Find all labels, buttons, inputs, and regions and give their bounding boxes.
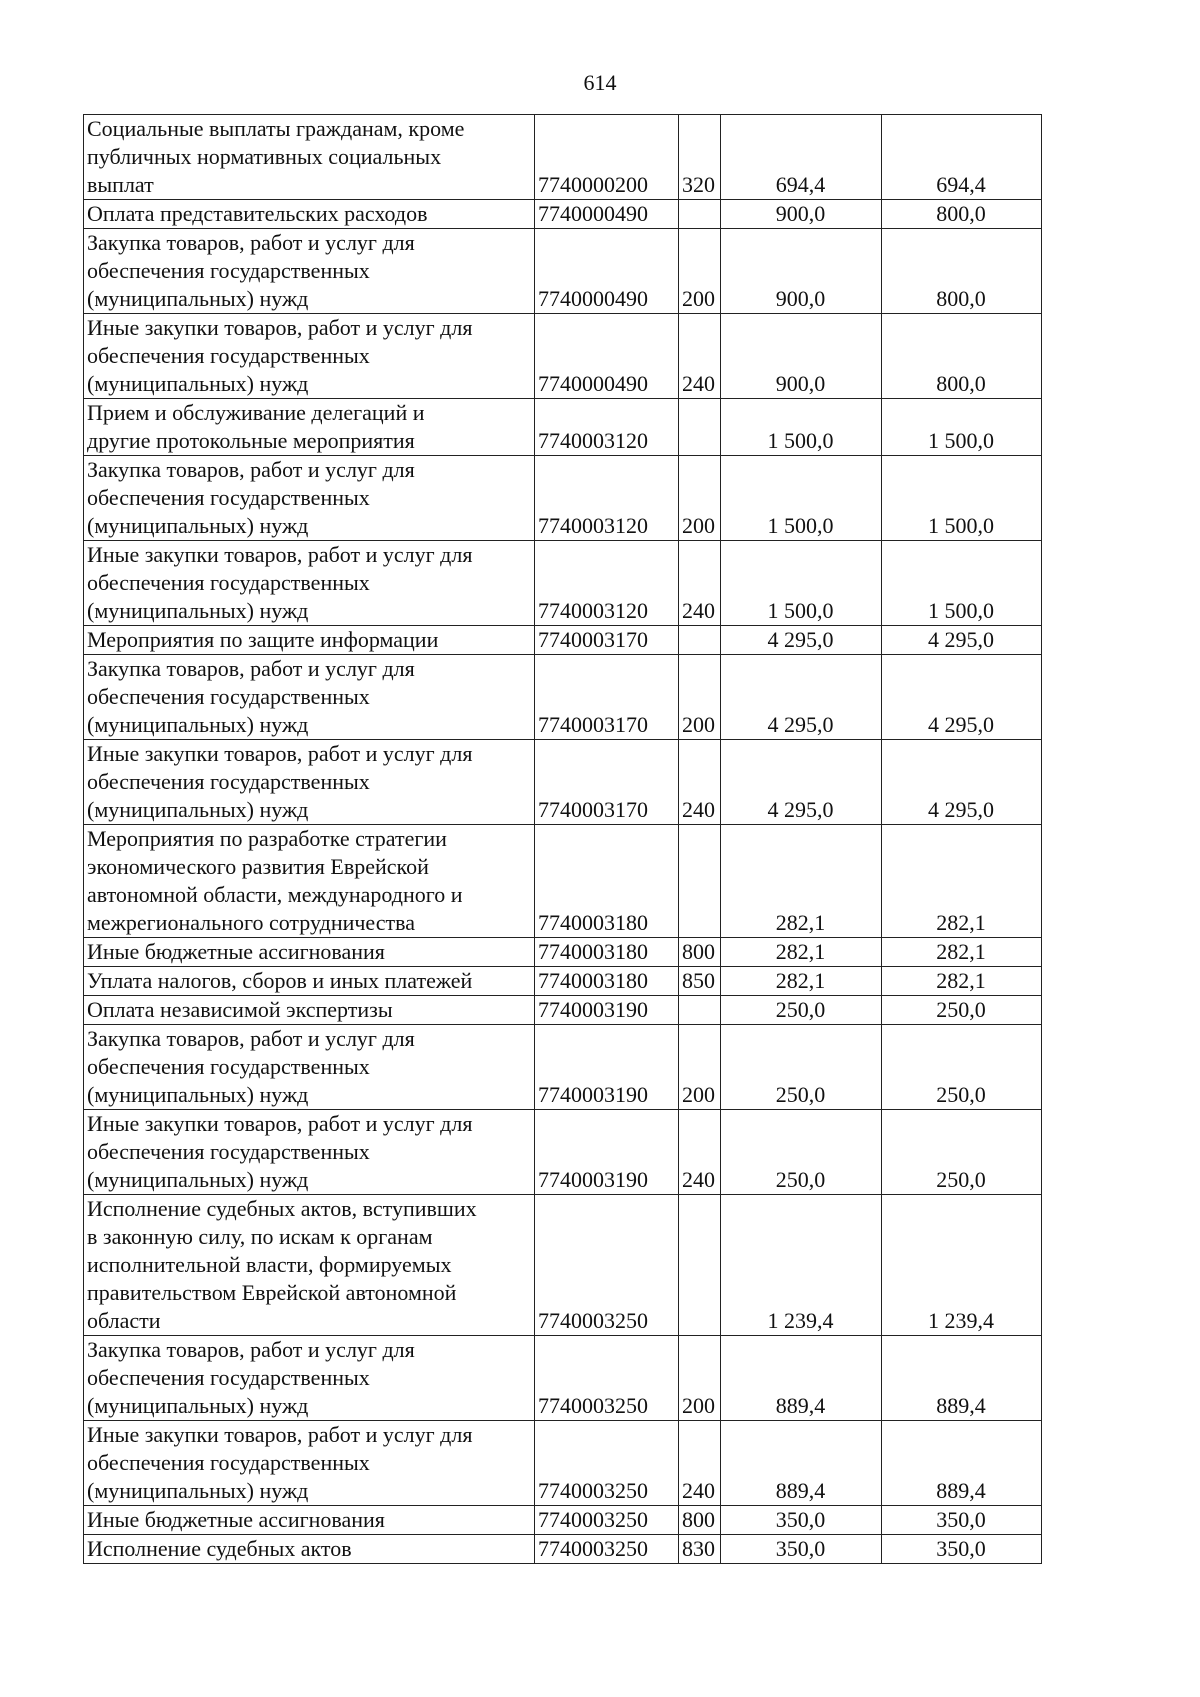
table-row [84, 1506, 1042, 1535]
table-row [84, 541, 1042, 626]
target-article-code-cell: 7740003250 [535, 1195, 679, 1336]
target-article-code-cell: 7740003250 [535, 1535, 679, 1564]
table-row [84, 967, 1042, 996]
amount-year-1-cell: 4 295,0 [721, 626, 882, 655]
expense-type-code-cell: 200 [679, 655, 721, 740]
expense-type-code-cell: 240 [679, 1110, 721, 1195]
table-row [84, 1195, 1042, 1336]
expense-name-cell: Прием и обслуживание делегаций и другие протокольные мероприятия [84, 399, 535, 456]
target-article-code-cell: 7740000200 [535, 115, 679, 200]
target-article-code-cell: 7740003120 [535, 456, 679, 541]
expense-name-cell: Иные закупки товаров, работ и услуг для обеспечения государственных (муниципальных) нужд [84, 541, 535, 626]
expense-name-cell: Оплата представительских расходов [84, 200, 535, 229]
amount-year-2-cell: 889,4 [882, 1336, 1042, 1421]
expense-type-code-cell: 200 [679, 1025, 721, 1110]
amount-year-2-cell: 4 295,0 [882, 740, 1042, 825]
table-row [84, 626, 1042, 655]
expense-name-cell: Иные закупки товаров, работ и услуг для обеспечения государственных (муниципальных) нужд [84, 1421, 535, 1506]
amount-year-2-cell: 1 500,0 [882, 456, 1042, 541]
expense-name-cell: Закупка товаров, работ и услуг для обеспечения государственных (муниципальных) нужд [84, 229, 535, 314]
target-article-code-cell: 7740003250 [535, 1421, 679, 1506]
expense-type-code-cell: 240 [679, 740, 721, 825]
amount-year-1-cell: 1 239,4 [721, 1195, 882, 1336]
amount-year-1-cell: 900,0 [721, 229, 882, 314]
target-article-code-cell: 7740003180 [535, 825, 679, 938]
amount-year-1-cell: 889,4 [721, 1336, 882, 1421]
expense-type-code-cell [679, 399, 721, 456]
amount-year-2-cell: 250,0 [882, 1110, 1042, 1195]
amount-year-1-cell: 4 295,0 [721, 740, 882, 825]
amount-year-2-cell: 350,0 [882, 1535, 1042, 1564]
amount-year-2-cell: 694,4 [882, 115, 1042, 200]
target-article-code-cell: 7740003170 [535, 655, 679, 740]
amount-year-2-cell: 1 239,4 [882, 1195, 1042, 1336]
table-row [84, 996, 1042, 1025]
target-article-code-cell: 7740003250 [535, 1336, 679, 1421]
expense-type-code-cell: 850 [679, 967, 721, 996]
expense-type-code-cell: 200 [679, 229, 721, 314]
amount-year-1-cell: 250,0 [721, 1025, 882, 1110]
expense-name-cell: Иные бюджетные ассигнования [84, 1506, 535, 1535]
target-article-code-cell: 7740003170 [535, 626, 679, 655]
page-number: 614 [583, 70, 617, 95]
amount-year-1-cell: 282,1 [721, 938, 882, 967]
target-article-code-cell: 7740003180 [535, 938, 679, 967]
amount-year-2-cell: 4 295,0 [882, 626, 1042, 655]
amount-year-1-cell: 1 500,0 [721, 541, 882, 626]
expense-type-code-cell [679, 1195, 721, 1336]
amount-year-1-cell: 4 295,0 [721, 655, 882, 740]
target-article-code-cell: 7740000490 [535, 229, 679, 314]
amount-year-2-cell: 800,0 [882, 314, 1042, 399]
expense-name-cell: Социальные выплаты гражданам, кроме публичных нормативных социальных выплат [84, 115, 535, 200]
target-article-code-cell: 7740003250 [535, 1506, 679, 1535]
table-row [84, 1025, 1042, 1110]
table-row [84, 1421, 1042, 1506]
amount-year-1-cell: 282,1 [721, 967, 882, 996]
amount-year-2-cell: 350,0 [882, 1506, 1042, 1535]
amount-year-1-cell: 250,0 [721, 1110, 882, 1195]
expense-type-code-cell [679, 626, 721, 655]
table-row [84, 1535, 1042, 1564]
expense-type-code-cell: 240 [679, 314, 721, 399]
expense-type-code-cell: 830 [679, 1535, 721, 1564]
table-row [84, 456, 1042, 541]
table-row [84, 1110, 1042, 1195]
amount-year-1-cell: 900,0 [721, 200, 882, 229]
amount-year-1-cell: 350,0 [721, 1535, 882, 1564]
expense-name-cell: Иные бюджетные ассигнования [84, 938, 535, 967]
expense-name-cell: Мероприятия по защите информации [84, 626, 535, 655]
expense-name-cell: Оплата независимой экспертизы [84, 996, 535, 1025]
amount-year-2-cell: 800,0 [882, 229, 1042, 314]
amount-year-1-cell: 889,4 [721, 1421, 882, 1506]
target-article-code-cell: 7740003120 [535, 541, 679, 626]
expense-type-code-cell: 240 [679, 1421, 721, 1506]
amount-year-1-cell: 900,0 [721, 314, 882, 399]
amount-year-2-cell: 1 500,0 [882, 541, 1042, 626]
table-row [84, 399, 1042, 456]
expense-type-code-cell [679, 200, 721, 229]
amount-year-2-cell: 250,0 [882, 1025, 1042, 1110]
expense-type-code-cell [679, 825, 721, 938]
table-row [84, 200, 1042, 229]
expense-name-cell: Закупка товаров, работ и услуг для обеспечения государственных (муниципальных) нужд [84, 456, 535, 541]
expense-name-cell: Уплата налогов, сборов и иных платежей [84, 967, 535, 996]
expense-type-code-cell: 200 [679, 456, 721, 541]
amount-year-2-cell: 282,1 [882, 825, 1042, 938]
expense-type-code-cell: 320 [679, 115, 721, 200]
table-row [84, 938, 1042, 967]
expense-name-cell: Закупка товаров, работ и услуг для обеспечения государственных (муниципальных) нужд [84, 1336, 535, 1421]
target-article-code-cell: 7740000490 [535, 314, 679, 399]
expense-name-cell: Исполнение судебных актов [84, 1535, 535, 1564]
amount-year-2-cell: 282,1 [882, 938, 1042, 967]
target-article-code-cell: 7740003190 [535, 1110, 679, 1195]
amount-year-2-cell: 4 295,0 [882, 655, 1042, 740]
target-article-code-cell: 7740003190 [535, 996, 679, 1025]
table-row [84, 115, 1042, 200]
expense-name-cell: Исполнение судебных актов, вступивших в законную силу, по искам к органам исполнительной власти, формируемых правительством Еврейской автономной области [84, 1195, 535, 1336]
amount-year-1-cell: 282,1 [721, 825, 882, 938]
target-article-code-cell: 7740003190 [535, 1025, 679, 1110]
expense-name-cell: Иные закупки товаров, работ и услуг для обеспечения государственных (муниципальных) нужд [84, 740, 535, 825]
amount-year-2-cell: 800,0 [882, 200, 1042, 229]
expense-type-code-cell: 800 [679, 1506, 721, 1535]
amount-year-1-cell: 250,0 [721, 996, 882, 1025]
amount-year-2-cell: 889,4 [882, 1421, 1042, 1506]
amount-year-1-cell: 350,0 [721, 1506, 882, 1535]
amount-year-1-cell: 1 500,0 [721, 456, 882, 541]
table-row [84, 740, 1042, 825]
target-article-code-cell: 7740003170 [535, 740, 679, 825]
expense-name-cell: Закупка товаров, работ и услуг для обеспечения государственных (муниципальных) нужд [84, 1025, 535, 1110]
expense-type-code-cell: 200 [679, 1336, 721, 1421]
expense-name-cell: Иные закупки товаров, работ и услуг для обеспечения государственных (муниципальных) нужд [84, 314, 535, 399]
table-row [84, 825, 1042, 938]
target-article-code-cell: 7740003120 [535, 399, 679, 456]
expense-type-code-cell: 240 [679, 541, 721, 626]
amount-year-1-cell: 694,4 [721, 115, 882, 200]
table-row [84, 314, 1042, 399]
expense-name-cell: Закупка товаров, работ и услуг для обеспечения государственных (муниципальных) нужд [84, 655, 535, 740]
expense-name-cell: Мероприятия по разработке стратегии экономического развития Еврейской автономной области, международного и межрегионального сотрудничества [84, 825, 535, 938]
table-row [84, 1336, 1042, 1421]
amount-year-2-cell: 282,1 [882, 967, 1042, 996]
budget-table-body [84, 115, 1042, 1564]
expense-type-code-cell [679, 996, 721, 1025]
table-row [84, 229, 1042, 314]
budget-table [83, 114, 1042, 1564]
target-article-code-cell: 7740000490 [535, 200, 679, 229]
table-row [84, 655, 1042, 740]
expense-type-code-cell: 800 [679, 938, 721, 967]
amount-year-1-cell: 1 500,0 [721, 399, 882, 456]
target-article-code-cell: 7740003180 [535, 967, 679, 996]
amount-year-2-cell: 250,0 [882, 996, 1042, 1025]
amount-year-2-cell: 1 500,0 [882, 399, 1042, 456]
expense-name-cell: Иные закупки товаров, работ и услуг для обеспечения государственных (муниципальных) нужд [84, 1110, 535, 1195]
